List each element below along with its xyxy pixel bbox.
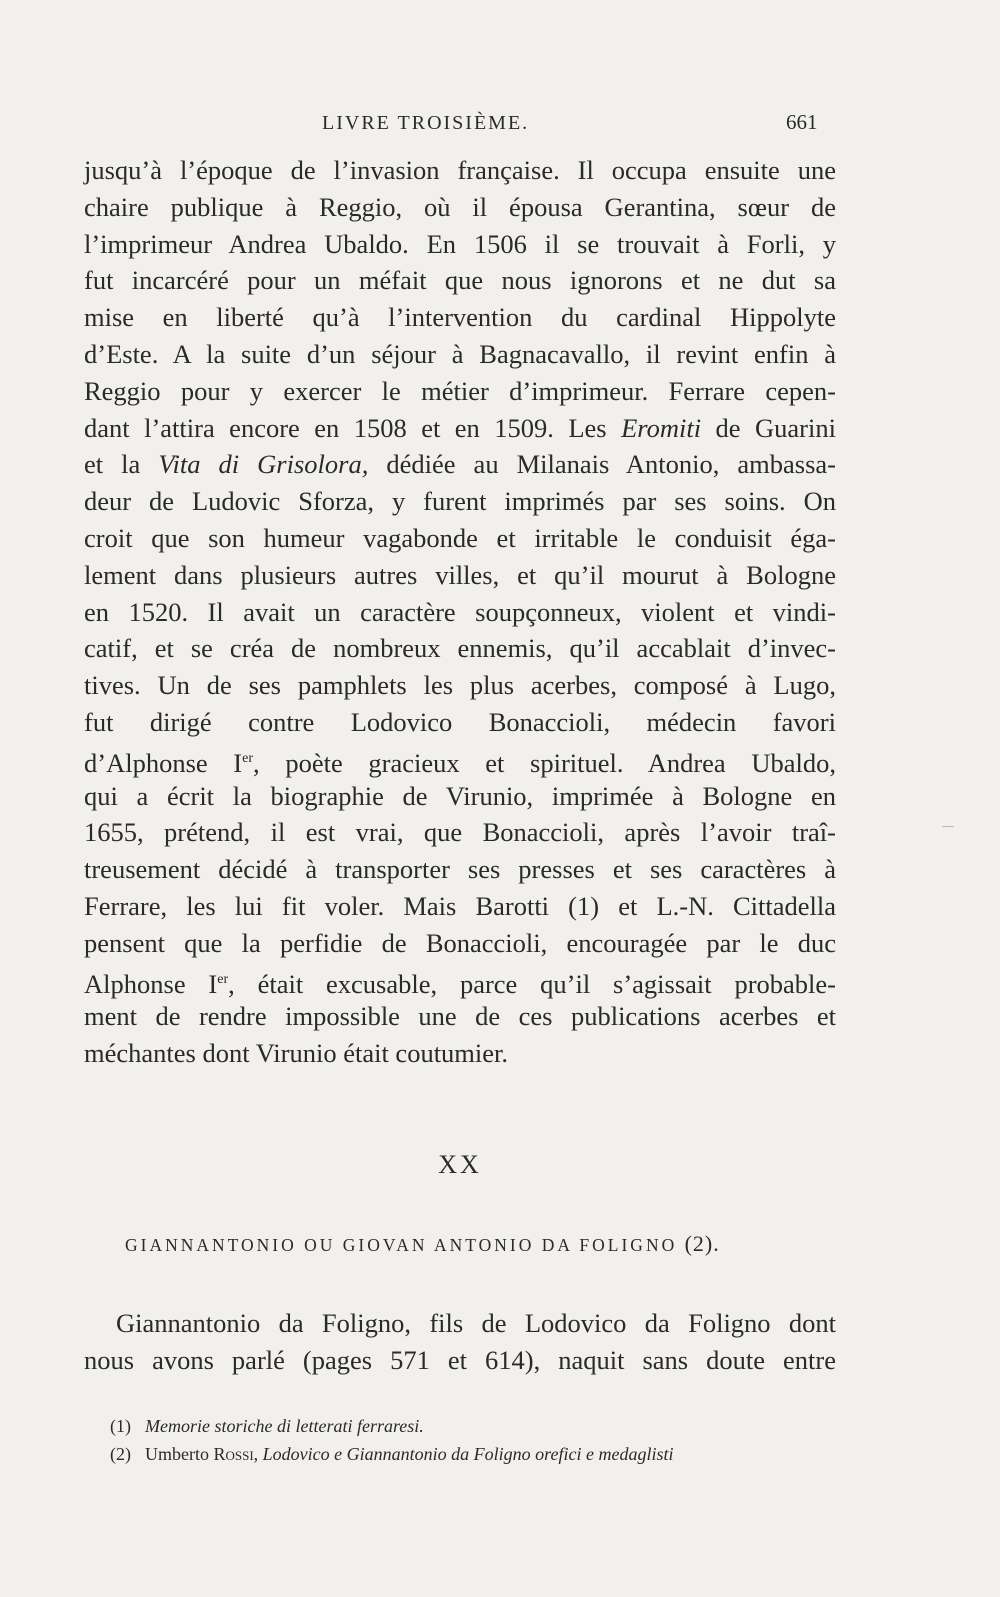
superscript: er: [217, 971, 229, 987]
margin-mark: [942, 826, 954, 827]
text-line: [84, 410, 836, 447]
page-number: 661: [786, 110, 818, 134]
text-run: dant l’attira encore en 1508 et en 1509. Les: [84, 412, 622, 443]
footnote-1: [110, 1412, 840, 1440]
text-line: [84, 741, 836, 778]
text-line: lement dans plusieurs autres villes, et qu’il mourut à Bologne: [84, 559, 836, 590]
text-line: qui a écrit la biographie de Virunio, imprimée à Bologne en: [84, 780, 836, 811]
section-title: [125, 1231, 720, 1257]
text-run: et la: [84, 449, 159, 480]
section-number: XX: [438, 1150, 482, 1179]
text-line: [84, 446, 836, 483]
footnote-2: [110, 1440, 840, 1468]
text-line: [84, 962, 836, 999]
text-line: mise en liberté qu’à l’intervention du cardinal Hippolyte: [84, 302, 836, 333]
text-line: d’Este. A la suite d’un séjour à Bagnacavallo, il revint enfin à: [84, 338, 836, 369]
text-line: nous avons parlé (pages 571 et 614), naquit sans doute entre: [84, 1344, 836, 1375]
footnote-author-last: Rossi,: [213, 1444, 259, 1464]
text-line: croit que son humeur vagabonde et irritable le conduisit éga-: [84, 522, 836, 553]
text-line: catif, et se créa de nombreux ennemis, qu’il accablait d’invec-: [84, 633, 836, 664]
text-line: méchantes dont Virunio était coutumier.: [84, 1038, 509, 1069]
text-line: l’imprimeur Andrea Ubaldo. En 1506 il se trouvait à Forli, y: [84, 228, 836, 259]
paragraph-1: [84, 152, 836, 1072]
text-line: ment de rendre impossible une de ces publications acerbes et: [84, 1001, 836, 1032]
text-line: fut dirigé contre Lodovico Bonaccioli, médecin favori: [84, 706, 836, 737]
page-header: [0, 112, 1000, 142]
text-run: Alphonse I: [84, 968, 218, 999]
text-line: tives. Un de ses pamphlets les plus acerbes, composé à Lugo,: [84, 670, 836, 701]
footnotes: [110, 1412, 840, 1468]
italic-title: Vita di Grisolora,: [158, 449, 369, 480]
footnote-citation: Lodovico e Giannantonio da Foligno orefici e medaglisti: [262, 1444, 674, 1464]
footnote-marker: (2): [110, 1444, 131, 1464]
running-head: LIVRE TROISIÈME.: [322, 112, 530, 134]
text-line: 1655, prétend, il est vrai, que Bonaccioli, après l’avoir traî-: [84, 817, 836, 848]
footnote-reference: (2).: [684, 1231, 720, 1256]
footnote-author-first: Umberto: [145, 1444, 209, 1464]
footnote-citation: Memorie storiche di letterati ferraresi.: [145, 1416, 424, 1436]
text-run: d’Alphonse I: [84, 747, 243, 778]
text-line: fut incarcéré pour un méfait que nous ignorons et ne dut sa: [84, 265, 836, 296]
footnote-marker: (1): [110, 1416, 131, 1436]
text-run: dédiée au Milanais Antonio, ambassa-: [368, 449, 837, 480]
paragraph-2: [84, 1305, 836, 1379]
text-line: en 1520. Il avait un caractère soupçonneux, violent et vindi-: [84, 596, 836, 627]
text-line: deur de Ludovic Sforza, y furent imprimés par ses soins. On: [84, 486, 836, 517]
text-line: Giannantonio da Foligno, fils de Lodovico da Foligno dont: [116, 1308, 836, 1338]
text-line: treusement décidé à transporter ses presses et ses caractères à: [84, 854, 836, 885]
text-line: pensent que la perfidie de Bonaccioli, encouragée par le duc: [84, 927, 836, 958]
text-run: de Guarini: [701, 412, 836, 443]
section-title-text: GIANNANTONIO OU GIOVAN ANTONIO DA FOLIGNO: [125, 1235, 678, 1255]
text-line: Ferrare, les lui fit voler. Mais Barotti (1) et L.-N. Cittadella: [84, 890, 836, 921]
text-line: Reggio pour y exercer le métier d’imprimeur. Ferrare cepen-: [84, 375, 836, 406]
text-run: , était excusable, parce qu’il s’agissait probable-: [228, 968, 836, 999]
text-line: jusqu’à l’époque de l’invasion française. Il occupa ensuite une: [84, 155, 836, 185]
text-run: , poète gracieux et spirituel. Andrea Ubaldo,: [253, 747, 836, 778]
italic-title: Eromiti: [621, 412, 702, 443]
text-line: chaire publique à Reggio, où il épousa Gerantina, sœur de: [84, 191, 836, 222]
superscript: er: [242, 750, 254, 766]
